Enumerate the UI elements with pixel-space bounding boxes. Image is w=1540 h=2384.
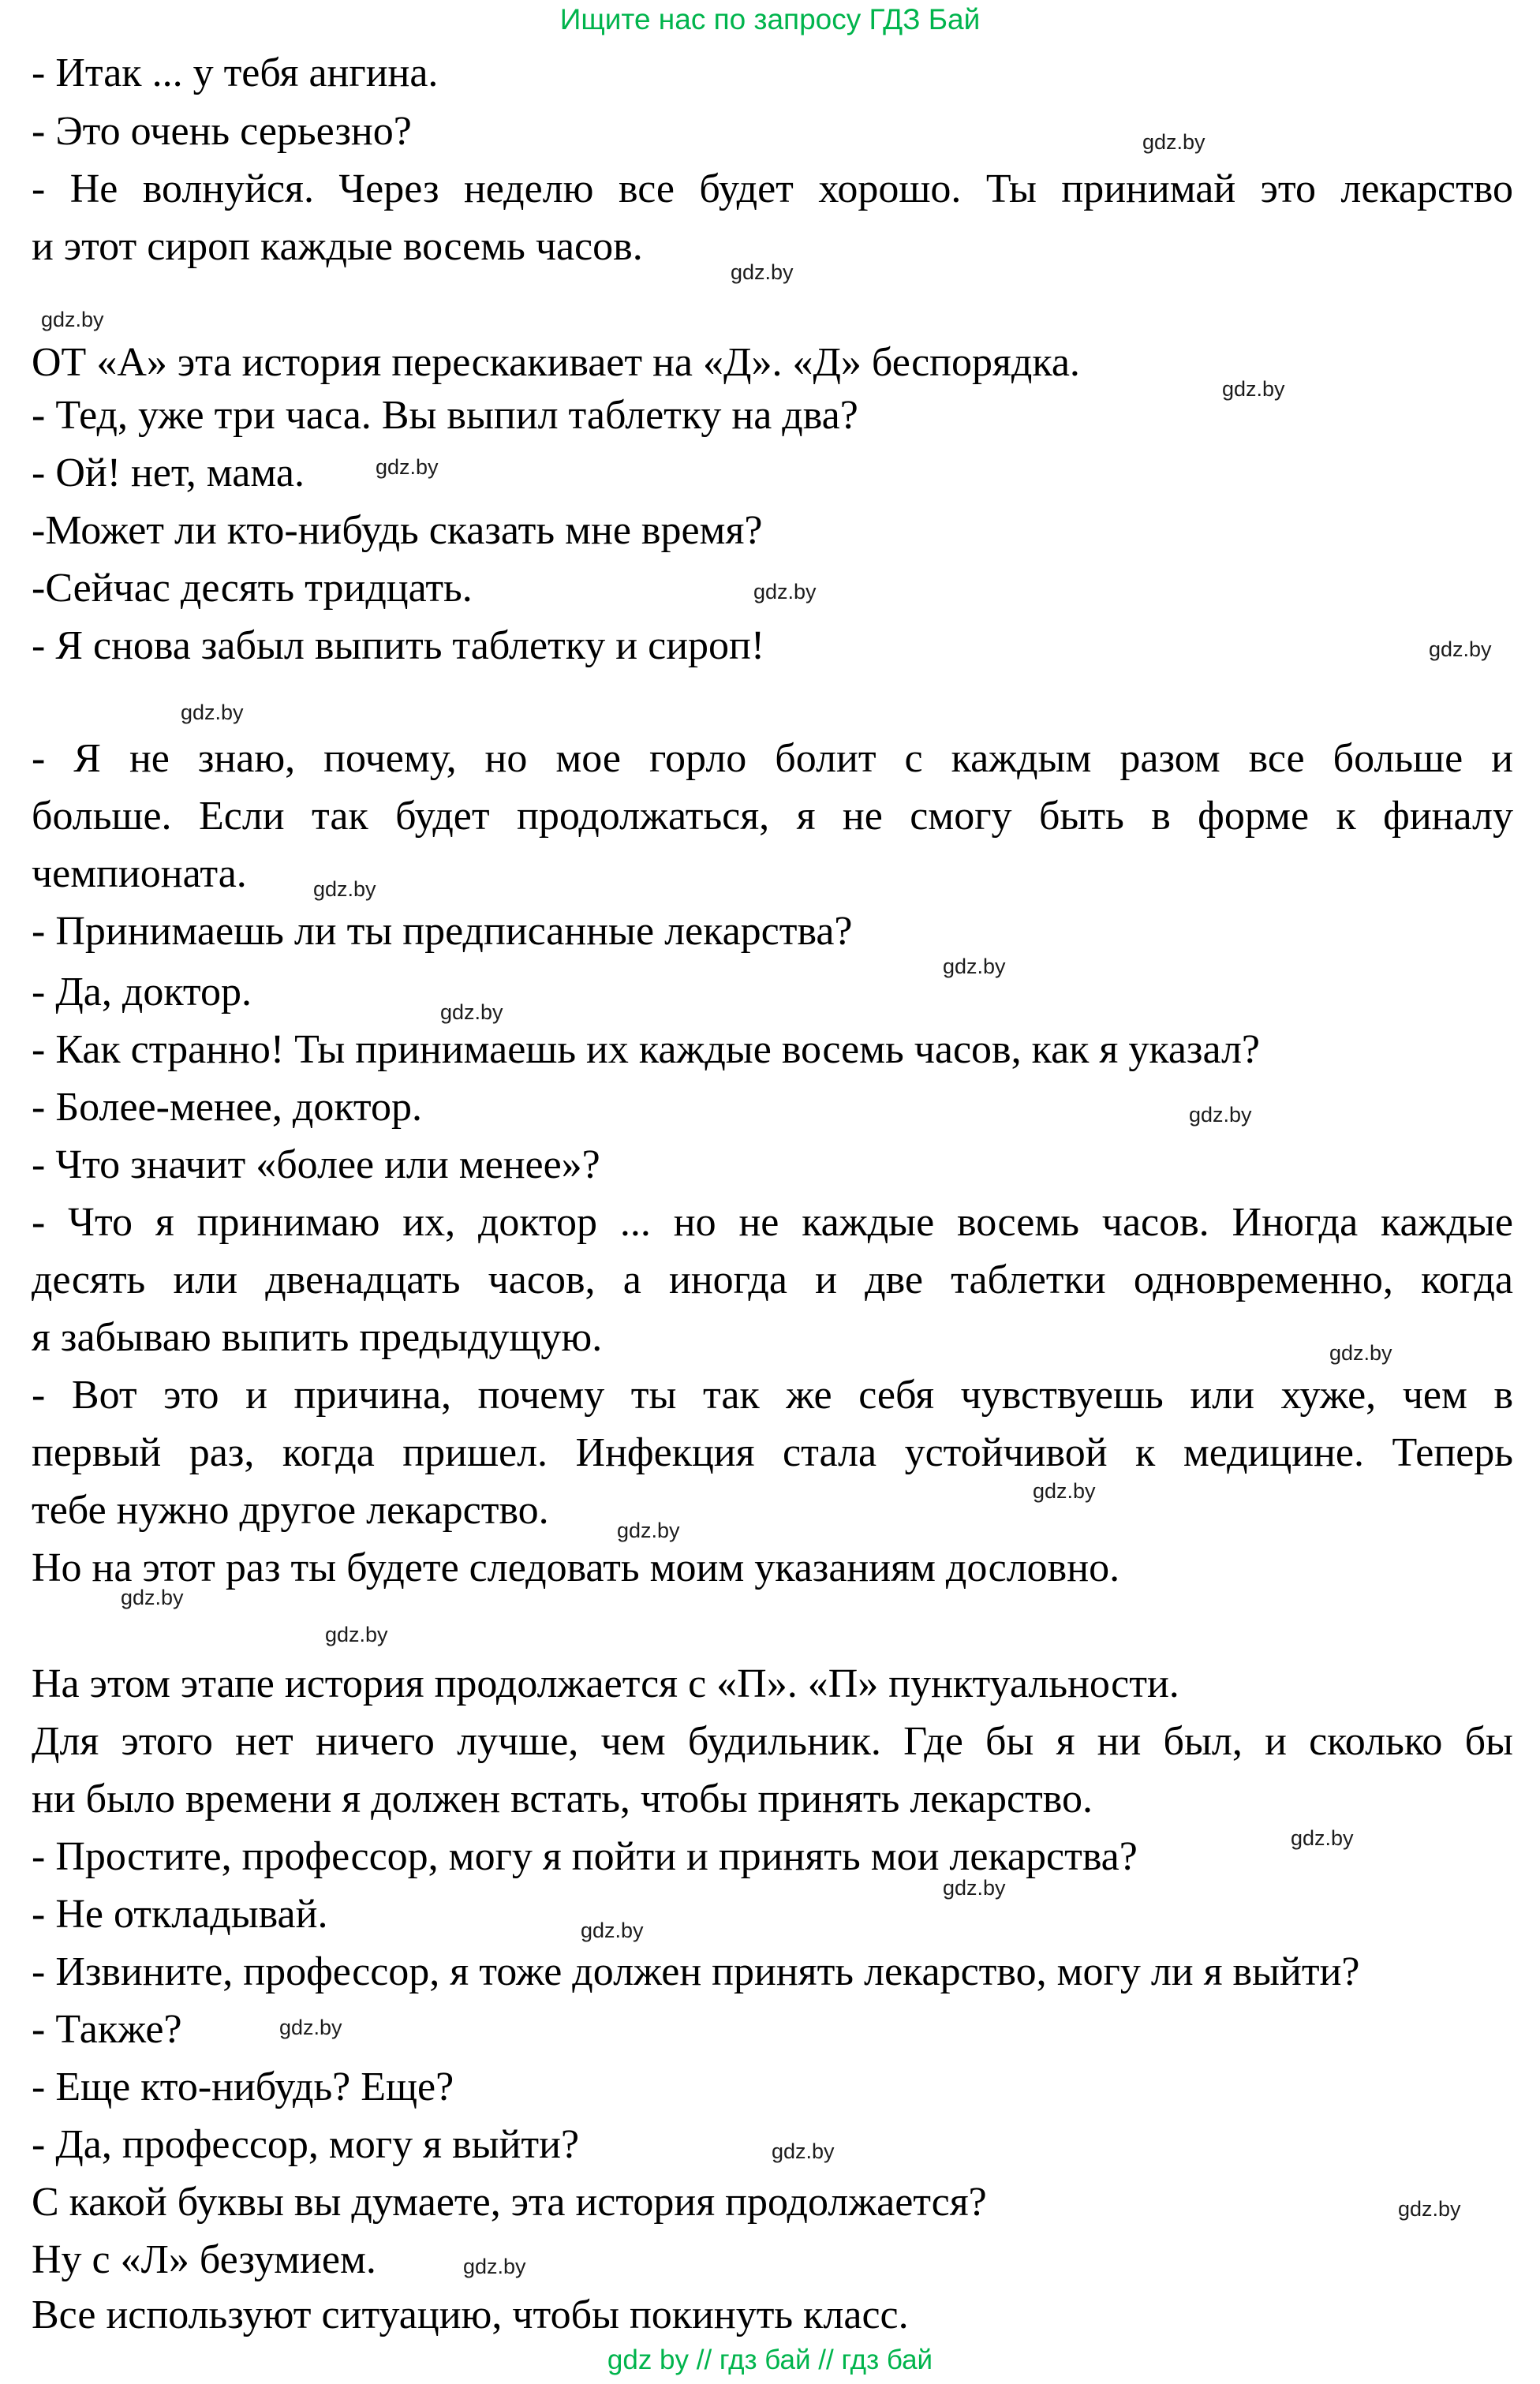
text-line: Но на этот раз ты будете следовать моим указаниям дословно.: [32, 1545, 1120, 1590]
watermark: gdz.by: [1142, 130, 1205, 154]
text-line: - Я не знаю, почему, но мое горло болит с каждым разом все больше и: [32, 736, 1513, 781]
watermark: gdz.by: [943, 1876, 1006, 1900]
watermark: gdz.by: [121, 1586, 184, 1609]
watermark: gdz.by: [1189, 1103, 1252, 1127]
text-line: - Не волнуйся. Через неделю все будет хорошо. Ты принимай это лекарство: [32, 166, 1513, 211]
text-line: больше. Если так будет продолжаться, я не смогу быть в форме к финалу: [32, 794, 1513, 839]
text-line: тебе нужно другое лекарство.: [32, 1488, 549, 1533]
watermark: gdz.by: [1222, 377, 1285, 401]
watermark: gdz.by: [325, 1623, 388, 1646]
text-line: - Вот это и причина, почему ты так же себя чувствуешь или хуже, чем в: [32, 1373, 1513, 1418]
text-line: - Еще кто-нибудь? Еще?: [32, 2065, 454, 2109]
text-line: - Принимаешь ли ты предписанные лекарства?: [32, 909, 853, 954]
text-line: - Ой! нет, мама.: [32, 450, 305, 495]
text-line: С какой буквы вы думаете, эта история продолжается?: [32, 2180, 987, 2225]
text-line: чемпионата.: [32, 851, 247, 896]
watermark: gdz.by: [1291, 1826, 1354, 1850]
watermark: gdz.by: [313, 877, 376, 901]
text-line: - Не откладывай.: [32, 1892, 328, 1937]
text-line: десять или двенадцать часов, а иногда и две таблетки одновременно, когда: [32, 1257, 1513, 1302]
watermark: gdz.by: [1329, 1341, 1392, 1365]
text-line: ОТ «А» эта история перескакивает на «Д». «Д» беспорядка.: [32, 340, 1080, 385]
text-line: - Я снова забыл выпить таблетку и сироп!: [32, 623, 765, 668]
watermark: gdz.by: [1398, 2197, 1461, 2221]
text-line: На этом этапе история продолжается с «П». «П» пунктуальности.: [32, 1661, 1179, 1706]
watermark: gdz.by: [943, 955, 1006, 978]
text-line: - Простите, профессор, могу я пойти и принять мои лекарства?: [32, 1834, 1138, 1879]
watermark: gdz.by: [1429, 637, 1492, 661]
watermark: gdz.by: [581, 1919, 644, 1942]
text-line: - Это очень серьезно?: [32, 109, 412, 154]
watermark: gdz.by: [753, 580, 817, 603]
promo-footer: gdz by // гдз бай // гдз бай: [607, 2345, 933, 2375]
text-line: - Тед, уже три часа. Вы выпил таблетку на два?: [32, 393, 858, 438]
text-line: - Извините, профессор, я тоже должен принять лекарство, могу ли я выйти?: [32, 1949, 1360, 1994]
watermark: gdz.by: [279, 2016, 342, 2039]
text-line: - Что значит «более или менее»?: [32, 1142, 600, 1187]
watermark: gdz.by: [376, 455, 439, 479]
text-line: Все используют ситуацию, чтобы покинуть класс.: [32, 2292, 909, 2337]
watermark: gdz.by: [440, 1000, 503, 1024]
text-line: Ну с «Л» безумием.: [32, 2237, 376, 2282]
text-line: - Да, профессор, могу я выйти?: [32, 2122, 580, 2167]
text-line: - Как странно! Ты принимаешь их каждые восемь часов, как я указал?: [32, 1027, 1261, 1072]
text-line: и этот сироп каждые восемь часов.: [32, 224, 643, 269]
watermark: gdz.by: [41, 308, 104, 331]
text-line: Для этого нет ничего лучше, чем будильник. Где бы я ни был, и сколько бы: [32, 1719, 1513, 1764]
text-line: - Что я принимаю их, доктор ... но не каждые восемь часов. Иногда каждые: [32, 1200, 1513, 1245]
watermark: gdz.by: [1033, 1479, 1096, 1503]
watermark: gdz.by: [181, 701, 244, 724]
text-line: - Да, доктор.: [32, 970, 252, 1015]
promo-header: Ищите нас по запросу ГДЗ Бай: [559, 3, 981, 35]
text-line: я забываю выпить предыдущую.: [32, 1315, 603, 1360]
watermark: gdz.by: [772, 2139, 835, 2163]
text-line: - Более-менее, доктор.: [32, 1085, 422, 1130]
watermark: gdz.by: [731, 260, 794, 284]
text-line: - Итак ... у тебя ангина.: [32, 50, 439, 95]
text-line: -Сейчас десять тридцать.: [32, 566, 473, 611]
watermark: gdz.by: [463, 2255, 526, 2278]
text-line: -Может ли кто-нибудь сказать мне время?: [32, 508, 763, 553]
watermark: gdz.by: [617, 1519, 680, 1542]
text-line: - Также?: [32, 2007, 182, 2052]
text-line: первый раз, когда пришел. Инфекция стала устойчивой к медицине. Теперь: [32, 1430, 1513, 1475]
text-line: ни было времени я должен встать, чтобы принять лекарство.: [32, 1777, 1093, 1822]
